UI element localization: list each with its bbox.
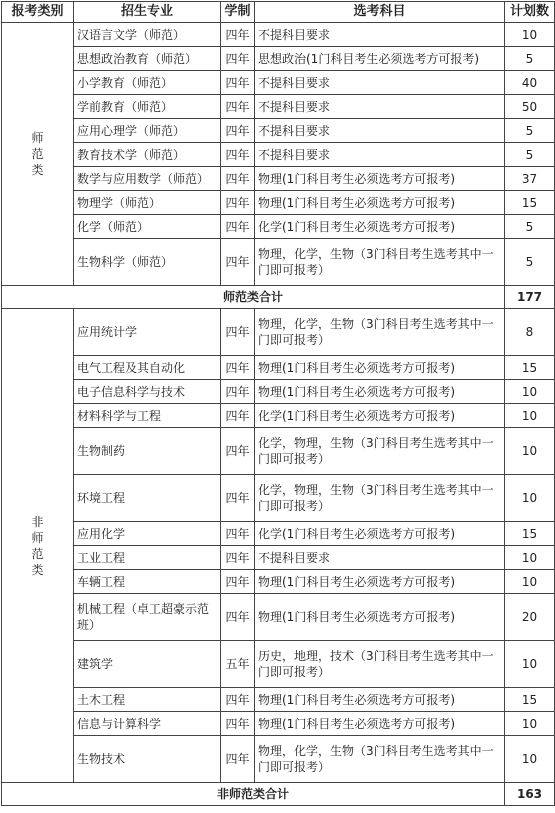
length-cell: 四年 [221,712,255,736]
table-row [2,546,555,570]
subjects-cell: 历史，地理，技术（3门科目考生选考其中一门即可报考） [255,641,505,688]
length-cell: 四年 [221,23,255,47]
subjects-cell: 物理(1门科目考生必须选考方可报考) [255,594,505,641]
category-cell [2,23,74,286]
major-cell: 车辆工程 [74,570,221,594]
plan-cell: 5 [505,239,555,286]
length-cell: 四年 [221,215,255,239]
length-cell: 四年 [221,47,255,71]
length-cell: 四年 [221,475,255,522]
length-cell: 四年 [221,191,255,215]
length-cell: 四年 [221,736,255,783]
subtotal-row [2,783,555,806]
table-row [2,428,555,475]
subjects-cell: 化学(1门科目考生必须选考方可报考) [255,522,505,546]
table-row [2,215,555,239]
subjects-cell: 不提科目要求 [255,23,505,47]
major-cell: 工业工程 [74,546,221,570]
plan-cell: 10 [505,546,555,570]
plan-cell: 10 [505,570,555,594]
table-row [2,47,555,71]
plan-cell: 50 [505,95,555,119]
major-cell: 思想政治教育（师范） [74,47,221,71]
plan-cell: 15 [505,191,555,215]
subjects-cell: 思想政治(1门科目考生必须选考方可报考) [255,47,505,71]
length-cell: 四年 [221,239,255,286]
table-row [2,475,555,522]
plan-cell: 10 [505,380,555,404]
table-row [2,712,555,736]
table-row [2,71,555,95]
enrollment-plan-table [1,1,555,806]
subjects-cell: 物理(1门科目考生必须选考方可报考) [255,356,505,380]
subjects-cell: 不提科目要求 [255,71,505,95]
table-row [2,380,555,404]
category-cell [2,309,74,783]
subjects-cell: 化学，物理，生物（3门科目考生选考其中一门即可报考） [255,475,505,522]
major-cell: 生物科学（师范） [74,239,221,286]
header-major: 招生专业 [74,2,221,23]
table-row [2,736,555,783]
major-cell: 物理学（师范） [74,191,221,215]
major-cell: 小学教育（师范） [74,71,221,95]
major-cell: 应用统计学 [74,309,221,356]
length-cell: 五年 [221,641,255,688]
major-cell: 电子信息科学与技术 [74,380,221,404]
subjects-cell: 化学(1门科目考生必须选考方可报考) [255,404,505,428]
plan-cell: 15 [505,522,555,546]
length-cell: 四年 [221,404,255,428]
table-row [2,594,555,641]
subjects-cell: 不提科目要求 [255,119,505,143]
major-cell: 汉语言文学（师范） [74,23,221,47]
plan-cell: 37 [505,167,555,191]
table-row [2,688,555,712]
major-cell: 教育技术学（师范） [74,143,221,167]
table-row [2,309,555,356]
major-cell: 化学（师范） [74,215,221,239]
plan-cell: 8 [505,309,555,356]
major-cell: 生物制药 [74,428,221,475]
plan-cell: 5 [505,215,555,239]
plan-cell: 20 [505,594,555,641]
plan-cell: 10 [505,712,555,736]
major-cell: 应用化学 [74,522,221,546]
table-row [2,239,555,286]
table-row [2,167,555,191]
subjects-cell: 化学，物理，生物（3门科目考生选考其中一门即可报考） [255,428,505,475]
length-cell: 四年 [221,546,255,570]
plan-cell: 10 [505,404,555,428]
plan-cell: 10 [505,23,555,47]
plan-cell: 15 [505,688,555,712]
plan-cell: 5 [505,119,555,143]
header-length: 学制 [221,2,255,23]
major-cell: 生物技术 [74,736,221,783]
table-row [2,119,555,143]
subtotal-value: 163 [505,783,555,806]
length-cell: 四年 [221,71,255,95]
major-cell: 材料科学与工程 [74,404,221,428]
table-row [2,641,555,688]
subjects-cell: 物理，化学，生物（3门科目考生选考其中一门即可报考） [255,239,505,286]
table-row [2,191,555,215]
major-cell: 土木工程 [74,688,221,712]
subjects-cell: 物理，化学，生物（3门科目考生选考其中一门即可报考） [255,309,505,356]
length-cell: 四年 [221,95,255,119]
table-row [2,356,555,380]
plan-cell: 15 [505,356,555,380]
length-cell: 四年 [221,119,255,143]
length-cell: 四年 [221,522,255,546]
subjects-cell: 化学(1门科目考生必须选考方可报考) [255,215,505,239]
table-row [2,95,555,119]
major-cell: 应用心理学（师范） [74,119,221,143]
major-cell: 建筑学 [74,641,221,688]
length-cell: 四年 [221,167,255,191]
plan-cell: 5 [505,47,555,71]
category-label: 师范类 [31,131,44,177]
subtotal-label: 师范类合计 [2,286,505,309]
length-cell: 四年 [221,688,255,712]
length-cell: 四年 [221,570,255,594]
major-cell: 数学与应用数学（师范） [74,167,221,191]
length-cell: 四年 [221,309,255,356]
plan-cell: 10 [505,641,555,688]
plan-cell: 10 [505,475,555,522]
subjects-cell: 不提科目要求 [255,546,505,570]
subtotal-value: 177 [505,286,555,309]
table-row [2,23,555,47]
length-cell: 四年 [221,594,255,641]
table-row [2,404,555,428]
subjects-cell: 物理(1门科目考生必须选考方可报考) [255,570,505,594]
subjects-cell: 物理，化学，生物（3门科目考生选考其中一门即可报考） [255,736,505,783]
subjects-cell: 不提科目要求 [255,143,505,167]
subjects-cell: 物理(1门科目考生必须选考方可报考) [255,380,505,404]
plan-cell: 10 [505,736,555,783]
category-label: 非师范类 [31,514,44,577]
subjects-cell: 物理(1门科目考生必须选考方可报考) [255,191,505,215]
table-row [2,143,555,167]
subtotal-label: 非师范类合计 [2,783,505,806]
table-row [2,522,555,546]
subjects-cell: 不提科目要求 [255,95,505,119]
major-cell: 机械工程（卓工超豪示范班） [74,594,221,641]
major-cell: 学前教育（师范） [74,95,221,119]
subtotal-row [2,286,555,309]
subjects-cell: 物理(1门科目考生必须选考方可报考) [255,688,505,712]
plan-cell: 5 [505,143,555,167]
major-cell: 环境工程 [74,475,221,522]
length-cell: 四年 [221,143,255,167]
subjects-cell: 物理(1门科目考生必须选考方可报考) [255,712,505,736]
length-cell: 四年 [221,380,255,404]
major-cell: 信息与计算科学 [74,712,221,736]
plan-cell: 10 [505,428,555,475]
header-category: 报考类别 [2,2,74,23]
length-cell: 四年 [221,356,255,380]
header-plan: 计划数 [505,2,555,23]
header-row [2,2,555,23]
plan-cell: 40 [505,71,555,95]
table-row [2,570,555,594]
subjects-cell: 物理(1门科目考生必须选考方可报考) [255,167,505,191]
table-body [2,23,555,806]
header-subjects: 选考科目 [255,2,505,23]
major-cell: 电气工程及其自动化 [74,356,221,380]
length-cell: 四年 [221,428,255,475]
